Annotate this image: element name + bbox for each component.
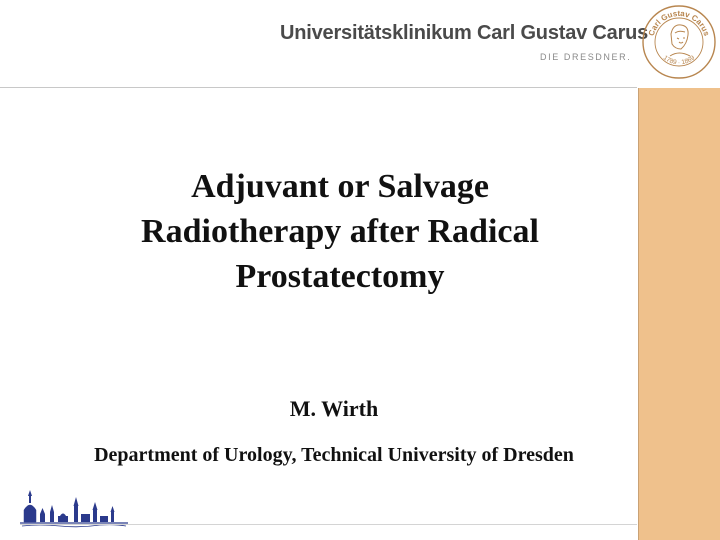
sidebar-edge <box>638 88 639 540</box>
author-name: M. Wirth <box>289 396 379 421</box>
institution-tagline: DIE DRESDNER. <box>540 52 632 62</box>
slide-header <box>0 0 720 88</box>
portrait-icon <box>670 25 690 56</box>
footer-divider <box>20 524 637 525</box>
institution-name: Universitätsklinikum Carl Gustav Carus <box>280 22 649 44</box>
svg-text:1789 · 1869 <box>662 54 697 66</box>
accent-sidebar <box>637 88 720 540</box>
slide-title <box>40 164 640 299</box>
header-divider <box>0 87 637 88</box>
seal-name: Carl Gustav Carus <box>646 8 712 38</box>
seal-years: 1789 · 1869 <box>661 54 697 67</box>
title-line-1: Adjuvant or Salvage <box>191 168 489 205</box>
title-line-3: Prostatectomy <box>235 258 445 295</box>
title-line-2: Radiotherapy after Radical <box>141 213 539 250</box>
department-affiliation: Department of Urology, Technical University of Dresden <box>94 444 574 466</box>
dresden-skyline-logo <box>20 488 128 528</box>
carus-seal-logo <box>641 4 717 80</box>
